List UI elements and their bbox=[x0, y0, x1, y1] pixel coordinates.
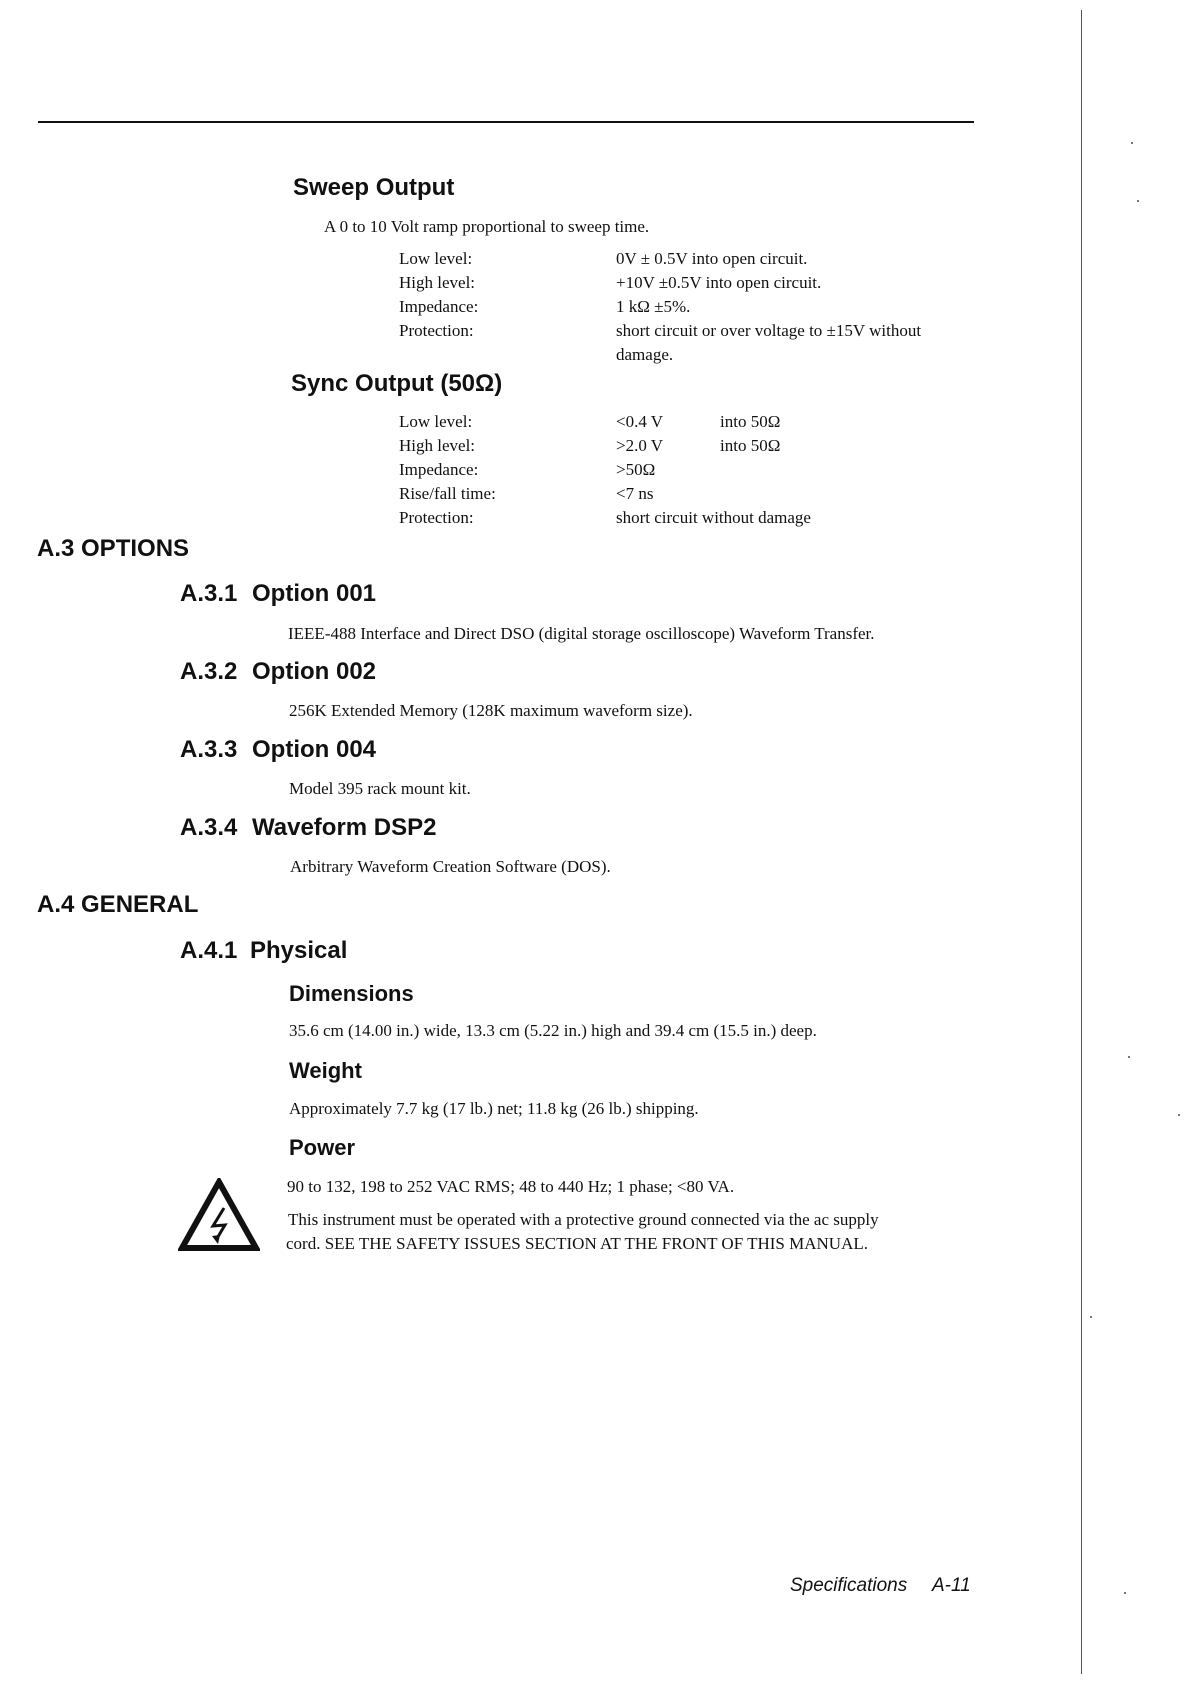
sync-high-value: >2.0 V bbox=[616, 436, 664, 455]
footer-section-name: Specifications bbox=[790, 1575, 908, 1596]
scan-speck bbox=[1128, 1056, 1130, 1058]
sync-low-label: Low level: bbox=[399, 412, 473, 431]
scan-speck bbox=[1137, 200, 1139, 202]
option-004-number: A.3.3 bbox=[180, 736, 238, 763]
option-dsp2-text: Arbitrary Waveform Creation Software (DOS). bbox=[290, 857, 611, 876]
power-heading: Power bbox=[289, 1135, 356, 1160]
option-dsp2-title: Waveform DSP2 bbox=[252, 814, 437, 841]
sweep-low-label: Low level: bbox=[399, 249, 473, 268]
sweep-protection-label: Protection: bbox=[399, 321, 474, 340]
sync-protection-value: short circuit without damage bbox=[616, 508, 811, 527]
top-rule bbox=[38, 121, 974, 123]
power-text: 90 to 132, 198 to 252 VAC RMS; 48 to 440 Hz; 1 phase; <80 VA. bbox=[287, 1177, 735, 1196]
option-001-title: Option 001 bbox=[252, 580, 377, 607]
sync-protection-label: Protection: bbox=[399, 508, 474, 527]
scan-speck bbox=[1178, 1114, 1180, 1116]
scan-speck bbox=[1131, 142, 1133, 144]
dimensions-heading: Dimensions bbox=[289, 981, 414, 1006]
sweep-impedance-label: Impedance: bbox=[399, 297, 479, 316]
weight-text: Approximately 7.7 kg (17 lb.) net; 11.8 kg (26 lb.) shipping. bbox=[289, 1099, 699, 1118]
general-section-heading: A.4 GENERAL bbox=[37, 891, 199, 918]
sweep-high-value: +10V ±0.5V into open circuit. bbox=[616, 273, 822, 292]
sync-impedance-value: >50Ω bbox=[616, 460, 656, 479]
sync-low-value: <0.4 V bbox=[616, 412, 664, 431]
sync-low-note: into 50Ω bbox=[720, 412, 781, 431]
option-001-text: IEEE-488 Interface and Direct DSO (digital storage oscilloscope) Waveform Transfer. bbox=[288, 624, 875, 643]
option-002-text: 256K Extended Memory (128K maximum waveform size). bbox=[289, 701, 693, 720]
physical-title: Physical bbox=[250, 937, 348, 964]
option-dsp2-number: A.3.4 bbox=[180, 814, 238, 841]
sweep-output-intro: A 0 to 10 Volt ramp proportional to sweep time. bbox=[324, 217, 650, 236]
option-002-number: A.3.2 bbox=[180, 658, 238, 685]
scan-speck bbox=[1090, 1316, 1092, 1318]
sync-high-note: into 50Ω bbox=[720, 436, 781, 455]
scan-margin-line bbox=[1081, 10, 1082, 1674]
weight-heading: Weight bbox=[289, 1058, 362, 1083]
sync-risefall-label: Rise/fall time: bbox=[399, 484, 496, 503]
sync-high-label: High level: bbox=[399, 436, 476, 455]
footer-page-number: A-11 bbox=[932, 1575, 971, 1596]
sweep-protection-value: short circuit or over voltage to ±15V without bbox=[616, 321, 922, 340]
scan-speck bbox=[1124, 1592, 1126, 1594]
sweep-high-label: High level: bbox=[399, 273, 476, 292]
sweep-protection-value-cont: damage. bbox=[616, 345, 674, 364]
power-warning-line2: cord. SEE THE SAFETY ISSUES SECTION AT THE FRONT OF THIS MANUAL. bbox=[286, 1234, 868, 1253]
option-004-text: Model 395 rack mount kit. bbox=[289, 779, 471, 798]
sync-output-heading: Sync Output (50Ω) bbox=[291, 370, 503, 397]
option-004-title: Option 004 bbox=[252, 736, 377, 763]
option-002-title: Option 002 bbox=[252, 658, 377, 685]
sweep-output-heading: Sweep Output bbox=[293, 174, 455, 201]
sync-impedance-label: Impedance: bbox=[399, 460, 479, 479]
dimensions-text: 35.6 cm (14.00 in.) wide, 13.3 cm (5.22 in.) high and 39.4 cm (15.5 in.) deep. bbox=[289, 1021, 817, 1040]
options-section-heading: A.3 OPTIONS bbox=[37, 535, 190, 562]
option-001-number: A.3.1 bbox=[180, 580, 238, 607]
sweep-impedance-value: 1 kΩ ±5%. bbox=[616, 297, 691, 316]
power-warning-line1: This instrument must be operated with a protective ground connected via the ac supply bbox=[288, 1210, 879, 1229]
sync-risefall-value: <7 ns bbox=[616, 484, 654, 503]
electrical-hazard-warning-icon bbox=[178, 1178, 260, 1252]
physical-number: A.4.1 bbox=[180, 937, 238, 964]
sweep-low-value: 0V ± 0.5V into open circuit. bbox=[616, 249, 808, 268]
